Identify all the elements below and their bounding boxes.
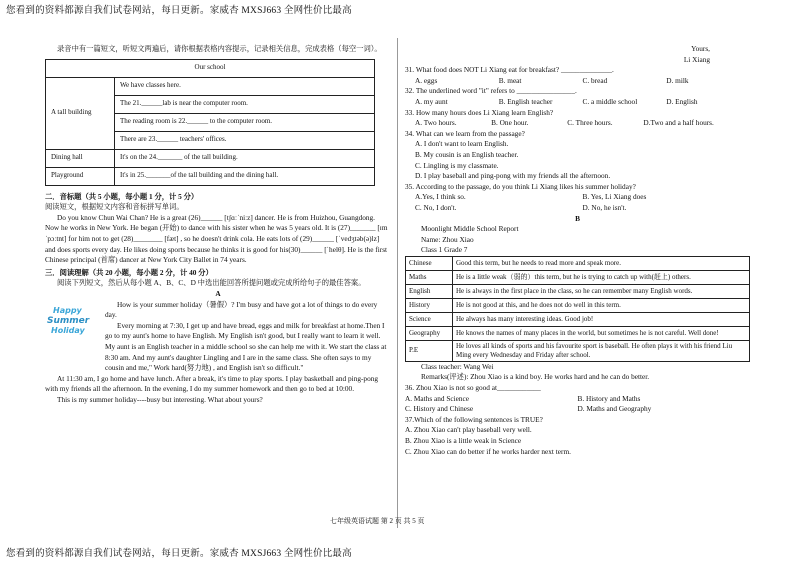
section3-title: 三．阅读理解（共 20 小题，每小题 2 分，计 40 分）	[45, 267, 213, 277]
report-table	[405, 256, 750, 362]
option: A. Two hours.	[415, 118, 457, 128]
comment-cell: He is always in the first place in the class, so he can remember many English words.	[453, 284, 750, 298]
option: D. No, he isn't.	[582, 202, 627, 212]
question-36: 36. Zhou Xiao is not so good at____________	[405, 383, 541, 393]
question-37: 37.Which of the following sentences is TRUE?	[405, 414, 543, 424]
left-column	[45, 44, 391, 405]
option: B. One hour.	[491, 118, 529, 128]
section2-passage: Do you know Chun Wai Chan? He is a great (26)______ [tʃɑːˈniːz] dancer. He is from Huizhou, Guangdong. Now he works in New York. He began (开始) to dance with his sister when he was 5 years old. It is (27)_______ [ɪmˈpɔːtnt] for him not to get (28)________ [fæt] , so he doesn't drink cola. He eats lots of (29)______ [ˈvedʒtəb(ə)lz] and does sports every day. He likes doing sports because he thinks it is good for his(30)______ [ˈhelθ]. He is the first Chinese principal (首席) dancer at New York City Ballet in 74 years.	[45, 212, 388, 265]
table-cell: The reading room is 22.______ to the computer room.	[115, 113, 375, 131]
comment-cell: He is a little weak（弱的）this term, but he is trying to catch up with(赶上) others.	[453, 270, 750, 284]
listening-intro: 录音中有一篇短文，听短文两遍后，请你根据表格内容提示，记录相关信息，完成表格（每空一词）。	[57, 44, 382, 53]
option: D. Maths and Geography	[577, 404, 652, 414]
option: C. Zhou Xiao can do better if he works harder next term.	[405, 446, 571, 456]
subject-cell: Maths	[406, 270, 453, 284]
question-31-options	[405, 76, 750, 87]
option: D.Two and a half hours.	[643, 118, 714, 128]
class-teacher: Class teacher: Wang Wei	[421, 361, 494, 371]
option: A.Yes, I think so.	[415, 192, 466, 202]
table-row	[406, 256, 750, 270]
table-header: Our school	[46, 59, 375, 77]
option: B. Yes, Li Xiang does	[582, 192, 647, 202]
subject-cell: History	[406, 298, 453, 312]
top-banner: 您看到的资料都源自我们试卷网站，每日更新。家威杏 MXSJ663 全网性价比最高	[6, 6, 352, 16]
passage-a-label: A	[215, 288, 221, 298]
passage-a	[45, 289, 391, 406]
subject-cell: Chinese	[406, 256, 453, 270]
question-33: 33. How many hours does Li Xiang learn English?	[405, 107, 554, 117]
option: C. History and Chinese	[405, 404, 474, 414]
report-title: Moonlight Middle School Report	[421, 224, 519, 234]
table-row	[406, 284, 750, 298]
passage-a-para2: Every morning at 7:30, I get up and have bread, eggs and milk for breakfast at home.Then I go to my aunt's home to have English. My English isn't good, but I really want to learn it well. My aunt is an English teacher in a middle school so she can help me with it. We start the class at 8:30 am. And my aunt's daughter Lingling and I are in the same class. She often says to my cousin and me," Work hard(努力地) , and English isn't so difficult."	[105, 320, 387, 373]
question-35-options	[405, 192, 750, 213]
table-cell: We have classes here.	[115, 77, 375, 95]
subject-cell: English	[406, 284, 453, 298]
option: C. No, I don't.	[415, 202, 457, 212]
subject-cell: P.E	[406, 340, 453, 361]
question-34: 34. What can we learn from the passage?	[405, 128, 525, 138]
page-footer: 七年级英语试题 第 2 页 共 5 页	[330, 517, 425, 525]
option: B. English teacher	[498, 96, 553, 106]
passage-b-label: B	[575, 213, 580, 223]
school-table	[45, 59, 375, 186]
logo-word: Holiday	[51, 325, 85, 335]
column-divider	[397, 38, 398, 528]
table-cell: There are 23.______ teachers' offices.	[115, 131, 375, 149]
table-cell: It's on the 24._______ of the tall building.	[115, 149, 375, 167]
table-row	[406, 298, 750, 312]
table-cell: The 21.______lab is near the computer room.	[115, 95, 375, 113]
option: B. My cousin is an English teacher.	[415, 149, 519, 159]
row-label: Dining hall	[46, 149, 115, 167]
signature-name: Li Xiang	[683, 54, 710, 64]
comment-cell: He is not good at this, and he does not do well in this term.	[453, 298, 750, 312]
question-34-options	[405, 139, 750, 181]
comment-cell: He knows the names of many places in the world, but sometimes he is not careful. Well done!	[453, 326, 750, 340]
question-31: 31. What food does NOT Li Xiang eat for breakfast? ______________.	[405, 65, 614, 75]
table-row	[406, 340, 750, 361]
option: C. a middle school	[582, 96, 638, 106]
passage-a-para4: This is my summer holiday----busy but interesting. What about yours?	[57, 394, 263, 404]
remarks: Remarks(评述): Zhou Xiao is a kind boy. He works hard and he can do better.	[421, 372, 650, 382]
option: D. English	[666, 96, 698, 106]
table-row	[406, 312, 750, 326]
table-row	[406, 326, 750, 340]
row-label: Playground	[46, 167, 115, 185]
signature-yours: Yours,	[691, 44, 710, 53]
question-36-options	[405, 394, 750, 415]
section3-instruction: 阅读下列短文，然后从每小题 A、B、C、D 中选出能回答所提问题或完成所给句子的最佳答案。	[57, 278, 366, 288]
logo-word: Happy	[53, 305, 82, 315]
subject-cell: Science	[406, 312, 453, 326]
question-32: 32. The underlined word "it" refers to ________________.	[405, 86, 577, 96]
comment-cell: He loves all kinds of sports and his favourite sport is baseball. He often plays it with his friend Liu Ming every Wednesday and Friday after school.	[453, 340, 750, 361]
row-label: A tall building	[46, 77, 115, 149]
question-32-options	[405, 97, 750, 108]
option: B. History and Maths	[577, 393, 641, 403]
comment-cell: He always has many interesting ideas. Good job!	[453, 312, 750, 326]
option: B. meat	[498, 75, 522, 85]
subject-cell: Geography	[406, 326, 453, 340]
section2-title: 二．音标题（共 5 小题，每小题 1 分，计 5 分）	[45, 191, 199, 201]
option: A. Zhou Xiao can't play baseball very well.	[405, 425, 532, 435]
option: C. bread	[582, 75, 608, 85]
comment-cell: Good this term, but he needs to read more and speak more.	[453, 256, 750, 270]
passage-a-para3: At 11:30 am, I go home and have lunch. After a break, it's time to play sports. I play basketball and ping-pong with my friends all the afternoon. In the evening, I do my summer homework and then go to bed at 10:00.	[45, 373, 379, 394]
option: A. eggs	[415, 75, 438, 85]
option: A. my aunt	[415, 96, 448, 106]
option: A. I don't want to learn English.	[415, 139, 509, 149]
option: C. Three hours.	[567, 118, 613, 128]
right-column	[405, 44, 750, 457]
report-class: Class 1 Grade 7	[421, 245, 468, 255]
bottom-banner: 您看到的资料都源自我们试卷网站，每日更新。家威杏 MXSJ663 全网性价比最高	[6, 549, 352, 559]
summer-holiday-logo	[45, 303, 95, 337]
table-cell: It's in 25._______of the tall building and the dining hall.	[115, 167, 375, 185]
option: B. Zhou Xiao is a little weak in Science	[405, 436, 522, 446]
passage-a-para1: How is your summer holiday（暑假）? I'm busy and have got a lot of things to do every day.	[105, 299, 378, 320]
option: D. I play baseball and ping-pong with my friends all the afternoon.	[415, 171, 611, 181]
option: D. milk	[666, 75, 689, 85]
logo-word: Summer	[47, 315, 90, 326]
report-name: Name: Zhou Xiao	[421, 234, 474, 244]
question-35: 35. According to the passage, do you think Li Xiang likes his summer holiday?	[405, 181, 636, 191]
table-row	[406, 270, 750, 284]
question-33-options	[405, 118, 750, 129]
option: C. Lingling is my classmate.	[415, 160, 499, 170]
option: A. Maths and Science	[405, 393, 470, 403]
section2-instruction: 阅读短文，根据短文内容和音标拼写单词。	[45, 202, 184, 212]
